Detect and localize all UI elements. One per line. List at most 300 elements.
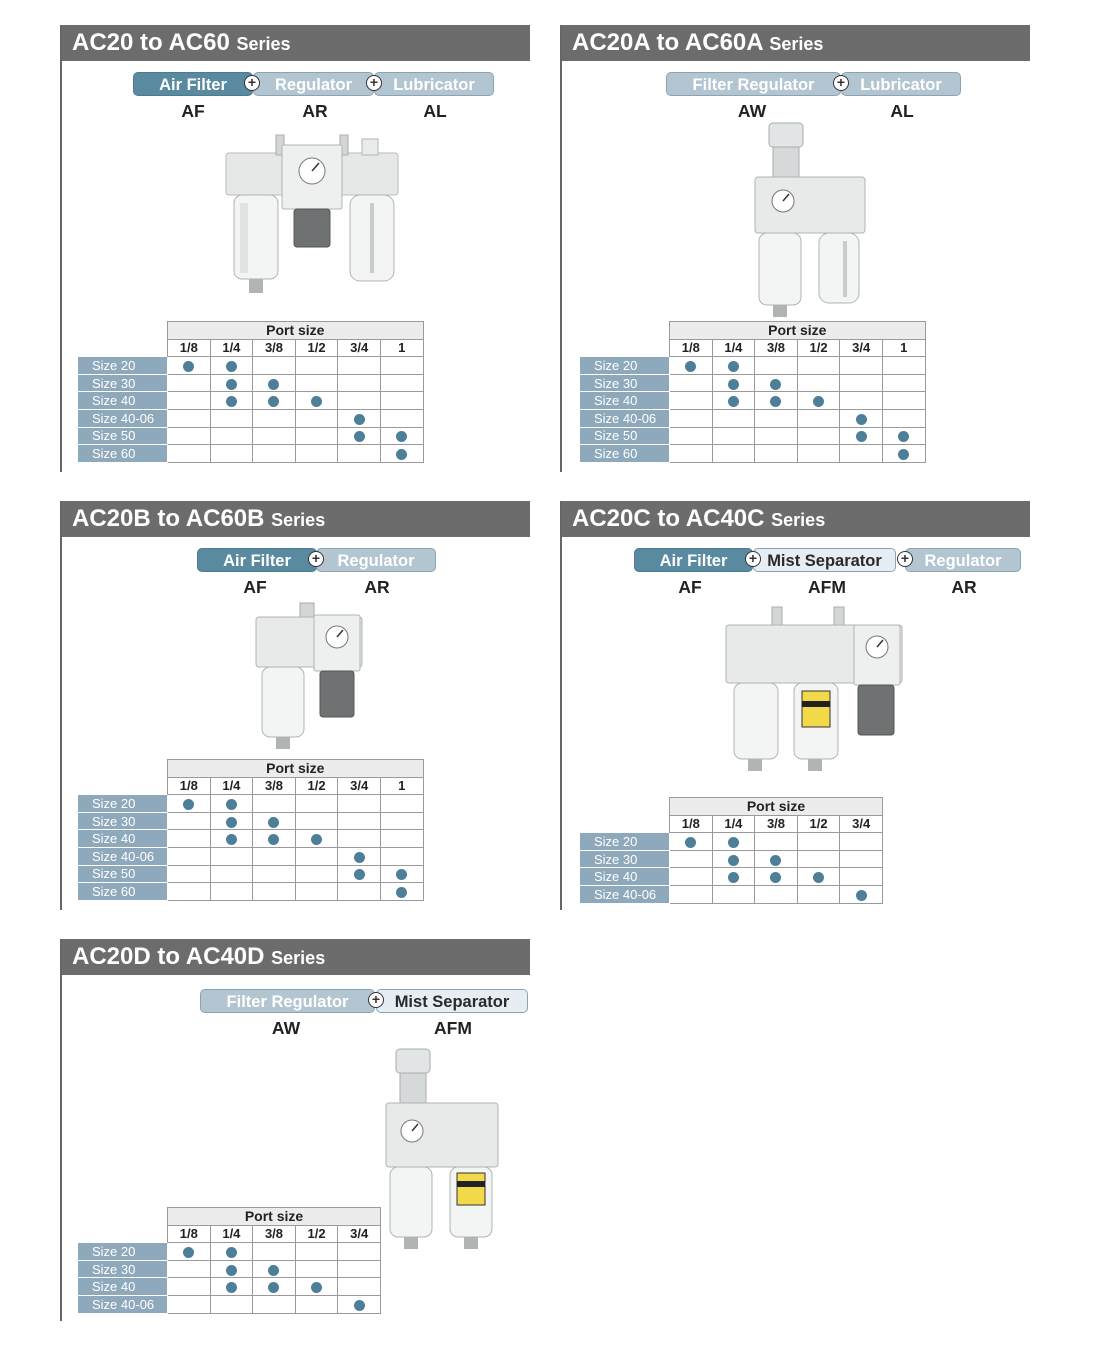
availability-dot <box>226 817 237 828</box>
port-size-table <box>579 321 926 463</box>
availability-dot <box>226 799 237 810</box>
row-label: Size 40 <box>580 392 670 410</box>
availability-dot <box>268 1282 279 1293</box>
row-label: Size 30 <box>78 374 168 392</box>
table-cell <box>840 427 883 445</box>
table-cell <box>712 427 755 445</box>
table-cell <box>168 374 211 392</box>
table-cell <box>670 445 713 463</box>
table-cell <box>882 445 925 463</box>
table-cell <box>338 445 381 463</box>
table-row <box>78 1260 381 1278</box>
series-name: AC20A to AC60A <box>572 29 763 56</box>
table-cell <box>168 795 211 813</box>
table-cell <box>712 868 755 886</box>
table-cell <box>295 1243 338 1261</box>
availability-dot <box>268 396 279 407</box>
column-header: 1 <box>882 339 925 357</box>
table-row <box>78 1278 381 1296</box>
column-header: 1/8 <box>670 815 713 833</box>
table-cell <box>168 883 211 901</box>
column-header: 1/8 <box>168 339 211 357</box>
availability-dot <box>770 855 781 866</box>
column-header: 1/4 <box>712 815 755 833</box>
table-cell <box>338 865 381 883</box>
table-cell <box>882 374 925 392</box>
table-cell <box>755 885 798 903</box>
table-cell <box>295 830 338 848</box>
table-cell <box>210 392 253 410</box>
table-cell <box>380 883 423 901</box>
table-cell <box>755 409 798 427</box>
table-cell <box>253 1278 296 1296</box>
column-header: 1/2 <box>295 777 338 795</box>
table-row <box>78 883 424 901</box>
table-cell <box>253 357 296 375</box>
table-row <box>78 1243 381 1261</box>
column-header: 1/2 <box>295 1225 338 1243</box>
table-cell <box>253 865 296 883</box>
table-cell <box>210 1295 253 1313</box>
availability-dot <box>813 872 824 883</box>
row-label: Size 30 <box>78 812 168 830</box>
table-title: Port size <box>670 322 926 340</box>
availability-dot <box>728 837 739 848</box>
plus-icon: + <box>897 551 913 567</box>
row-label: Size 20 <box>78 357 168 375</box>
table-cell <box>380 812 423 830</box>
panel-ac20b <box>60 501 530 910</box>
availability-dot <box>311 396 322 407</box>
table-cell <box>338 883 381 901</box>
panel-title <box>62 501 530 537</box>
module-code: AFM <box>434 1018 472 1038</box>
table-cell <box>797 885 840 903</box>
row-label: Size 40 <box>78 1278 168 1296</box>
column-header: 3/8 <box>253 1225 296 1243</box>
column-header: 1/4 <box>210 777 253 795</box>
table-cell <box>755 868 798 886</box>
table-cell <box>295 392 338 410</box>
module-row <box>62 61 530 141</box>
table-cell <box>380 409 423 427</box>
table-cell <box>797 357 840 375</box>
table-cell <box>712 409 755 427</box>
availability-dot <box>311 834 322 845</box>
table-cell <box>253 1295 296 1313</box>
row-label: Size 50 <box>78 865 168 883</box>
table-cell <box>210 1278 253 1296</box>
table-cell <box>253 374 296 392</box>
table-cell <box>882 357 925 375</box>
table-row <box>78 1295 381 1313</box>
table-cell <box>295 795 338 813</box>
column-header: 1/8 <box>168 1225 211 1243</box>
availability-dot <box>728 396 739 407</box>
table-cell <box>882 427 925 445</box>
table-row <box>580 885 883 903</box>
table-cell <box>380 795 423 813</box>
table-cell <box>755 427 798 445</box>
row-label: Size 20 <box>78 1243 168 1261</box>
table-cell <box>712 885 755 903</box>
table-cell <box>295 357 338 375</box>
availability-dot <box>183 361 194 372</box>
availability-dot <box>226 1265 237 1276</box>
availability-dot <box>813 396 824 407</box>
table-cell <box>295 812 338 830</box>
table-cell <box>840 357 883 375</box>
module-pill: Mist Separator <box>753 548 896 572</box>
table-cell <box>295 445 338 463</box>
table-cell <box>338 812 381 830</box>
table-cell <box>253 392 296 410</box>
availability-dot <box>396 431 407 442</box>
plus-icon: + <box>308 551 324 567</box>
table-row <box>78 812 424 830</box>
row-label: Size 40 <box>78 830 168 848</box>
table-row <box>580 392 926 410</box>
table-row <box>78 795 424 813</box>
table-cell <box>210 427 253 445</box>
product-image <box>252 601 367 756</box>
table-cell <box>338 1278 381 1296</box>
availability-dot <box>268 1265 279 1276</box>
module-code: AR <box>302 101 328 121</box>
module-pill: Air Filter <box>133 72 253 96</box>
module-pill: Regulator <box>905 548 1021 572</box>
plus-icon: + <box>833 75 849 91</box>
module-pill: Lubricator <box>841 72 961 96</box>
table-cell <box>712 833 755 851</box>
table-row <box>78 427 424 445</box>
plus-icon: + <box>745 551 761 567</box>
plus-icon: + <box>244 75 260 91</box>
table-cell <box>380 357 423 375</box>
row-label: Size 40-06 <box>78 847 168 865</box>
table-cell <box>797 833 840 851</box>
table-cell <box>755 850 798 868</box>
module-pill: Regulator <box>253 72 374 96</box>
availability-dot <box>268 379 279 390</box>
table-cell <box>670 427 713 445</box>
module-pill: Regulator <box>316 548 436 572</box>
table-cell <box>253 445 296 463</box>
table-cell <box>797 850 840 868</box>
table-cell <box>380 445 423 463</box>
panel-title <box>62 25 530 61</box>
panel-title <box>562 501 1030 537</box>
module-code: AW <box>737 101 767 121</box>
table-cell <box>168 357 211 375</box>
table-cell <box>210 847 253 865</box>
availability-dot <box>728 872 739 883</box>
table-cell <box>670 357 713 375</box>
table-cell <box>338 795 381 813</box>
table-row <box>78 392 424 410</box>
table-cell <box>840 374 883 392</box>
module-code: AR <box>951 577 977 597</box>
table-cell <box>840 833 883 851</box>
port-size-table <box>579 797 883 904</box>
table-cell <box>712 392 755 410</box>
table-cell <box>295 409 338 427</box>
table-cell <box>168 1278 211 1296</box>
availability-dot <box>856 890 867 901</box>
table-cell <box>253 883 296 901</box>
table-cell <box>168 1260 211 1278</box>
table-cell <box>253 427 296 445</box>
table-cell <box>380 392 423 410</box>
row-label: Size 40-06 <box>78 409 168 427</box>
panel-ac20 <box>60 25 530 472</box>
table-cell <box>338 1260 381 1278</box>
plus-icon: + <box>368 992 384 1008</box>
table-cell <box>295 1278 338 1296</box>
availability-dot <box>728 855 739 866</box>
row-label: Size 30 <box>580 850 670 868</box>
availability-dot <box>183 1247 194 1258</box>
module-pill: Filter Regulator <box>200 989 375 1013</box>
availability-dot <box>268 834 279 845</box>
availability-dot <box>856 414 867 425</box>
panel-ac20d <box>60 939 530 1321</box>
table-row <box>78 374 424 392</box>
product-image <box>222 131 402 301</box>
module-row <box>62 978 530 1058</box>
availability-dot <box>396 449 407 460</box>
module-pill: Lubricator <box>374 72 494 96</box>
table-cell <box>295 427 338 445</box>
series-name: AC20B to AC60B <box>72 505 265 532</box>
table-row <box>580 833 883 851</box>
plus-icon: + <box>366 75 382 91</box>
row-label: Size 40-06 <box>78 1295 168 1313</box>
series-suffix: Series <box>236 34 291 54</box>
table-cell <box>840 868 883 886</box>
table-row <box>580 357 926 375</box>
table-cell <box>840 885 883 903</box>
table-row <box>580 374 926 392</box>
table-cell <box>338 392 381 410</box>
table-cell <box>797 409 840 427</box>
port-size-table <box>77 321 424 463</box>
table-cell <box>797 445 840 463</box>
availability-dot <box>770 872 781 883</box>
table-cell <box>295 883 338 901</box>
module-pill: Air Filter <box>634 548 753 572</box>
table-cell <box>295 1295 338 1313</box>
availability-dot <box>354 869 365 880</box>
table-cell <box>712 445 755 463</box>
table-cell <box>670 850 713 868</box>
row-label: Size 40 <box>580 868 670 886</box>
table-row <box>78 830 424 848</box>
table-cell <box>210 1243 253 1261</box>
column-header: 1/2 <box>797 815 840 833</box>
series-name: AC20C to AC40C <box>572 505 765 532</box>
table-cell <box>210 795 253 813</box>
module-code: AR <box>364 577 390 597</box>
series-suffix: Series <box>769 34 824 54</box>
table-title: Port size <box>168 1208 381 1226</box>
column-header: 3/4 <box>840 815 883 833</box>
row-label: Size 20 <box>580 833 670 851</box>
row-label: Size 20 <box>78 795 168 813</box>
table-cell <box>797 374 840 392</box>
product-image <box>722 605 907 780</box>
table-cell <box>210 445 253 463</box>
port-size-table <box>77 759 424 901</box>
table-cell <box>210 865 253 883</box>
module-code: AF <box>181 101 205 121</box>
table-cell <box>295 1260 338 1278</box>
table-cell <box>338 830 381 848</box>
table-cell <box>295 374 338 392</box>
table-row <box>580 445 926 463</box>
availability-dot <box>268 817 279 828</box>
table-title: Port size <box>670 798 883 816</box>
table-cell <box>253 812 296 830</box>
table-cell <box>168 427 211 445</box>
table-cell <box>670 868 713 886</box>
table-cell <box>295 865 338 883</box>
module-code: AFM <box>808 577 846 597</box>
table-cell <box>168 1295 211 1313</box>
row-label: Size 40 <box>78 392 168 410</box>
availability-dot <box>685 361 696 372</box>
table-cell <box>380 374 423 392</box>
table-cell <box>797 427 840 445</box>
column-header: 3/4 <box>338 1225 381 1243</box>
panel-ac20c <box>560 501 1030 910</box>
table-cell <box>338 1243 381 1261</box>
availability-dot <box>226 361 237 372</box>
table-cell <box>168 392 211 410</box>
table-row <box>78 865 424 883</box>
table-cell <box>380 830 423 848</box>
availability-dot <box>898 449 909 460</box>
availability-dot <box>311 1282 322 1293</box>
table-cell <box>380 847 423 865</box>
availability-dot <box>226 1282 237 1293</box>
table-cell <box>168 847 211 865</box>
availability-dot <box>226 1247 237 1258</box>
table-cell <box>380 865 423 883</box>
table-cell <box>210 409 253 427</box>
table-cell <box>840 445 883 463</box>
table-cell <box>755 357 798 375</box>
table-cell <box>755 445 798 463</box>
availability-dot <box>396 887 407 898</box>
column-header: 3/8 <box>253 777 296 795</box>
module-pill: Filter Regulator <box>666 72 841 96</box>
port-size-table <box>77 1207 381 1314</box>
availability-dot <box>770 379 781 390</box>
availability-dot <box>226 834 237 845</box>
column-header: 3/4 <box>338 777 381 795</box>
table-cell <box>210 812 253 830</box>
table-cell <box>712 850 755 868</box>
row-label: Size 20 <box>580 357 670 375</box>
availability-dot <box>685 837 696 848</box>
table-cell <box>210 830 253 848</box>
availability-dot <box>728 379 739 390</box>
table-cell <box>253 1260 296 1278</box>
table-cell <box>797 868 840 886</box>
table-cell <box>338 409 381 427</box>
module-code: AF <box>243 577 267 597</box>
table-row <box>78 357 424 375</box>
column-header: 1/2 <box>295 339 338 357</box>
table-cell <box>755 392 798 410</box>
table-cell <box>670 374 713 392</box>
table-cell <box>338 374 381 392</box>
table-cell <box>210 883 253 901</box>
module-pill: Mist Separator <box>376 989 528 1013</box>
module-pill: Air Filter <box>197 548 317 572</box>
table-cell <box>712 374 755 392</box>
panel-ac20a <box>560 25 1030 472</box>
column-header: 1/8 <box>168 777 211 795</box>
table-row <box>580 850 883 868</box>
table-cell <box>670 833 713 851</box>
table-cell <box>295 847 338 865</box>
table-cell <box>168 445 211 463</box>
panel-title <box>62 939 530 975</box>
column-header: 3/4 <box>338 339 381 357</box>
table-cell <box>840 409 883 427</box>
module-code: AL <box>423 101 447 121</box>
table-cell <box>670 392 713 410</box>
table-cell <box>253 1243 296 1261</box>
row-label: Size 40-06 <box>580 885 670 903</box>
series-suffix: Series <box>771 510 826 530</box>
row-label: Size 30 <box>78 1260 168 1278</box>
availability-dot <box>728 361 739 372</box>
column-header: 1/4 <box>712 339 755 357</box>
table-title: Port size <box>168 322 424 340</box>
column-header: 3/8 <box>755 815 798 833</box>
column-header: 1 <box>380 777 423 795</box>
availability-dot <box>898 431 909 442</box>
availability-dot <box>396 869 407 880</box>
table-cell <box>670 409 713 427</box>
availability-dot <box>856 431 867 442</box>
series-suffix: Series <box>271 948 326 968</box>
table-cell <box>210 1260 253 1278</box>
table-cell <box>168 865 211 883</box>
table-cell <box>338 1295 381 1313</box>
row-label: Size 50 <box>78 427 168 445</box>
row-label: Size 60 <box>78 445 168 463</box>
column-header: 3/8 <box>755 339 798 357</box>
table-cell <box>338 847 381 865</box>
table-cell <box>168 812 211 830</box>
column-header: 1 <box>380 339 423 357</box>
availability-dot <box>354 431 365 442</box>
table-cell <box>338 357 381 375</box>
availability-dot <box>770 396 781 407</box>
table-cell <box>712 357 755 375</box>
table-cell <box>210 374 253 392</box>
availability-dot <box>183 799 194 810</box>
module-code: AW <box>271 1018 301 1038</box>
product-image <box>380 1047 505 1252</box>
row-label: Size 40-06 <box>580 409 670 427</box>
series-name: AC20D to AC40D <box>72 943 265 970</box>
column-header: 3/4 <box>840 339 883 357</box>
